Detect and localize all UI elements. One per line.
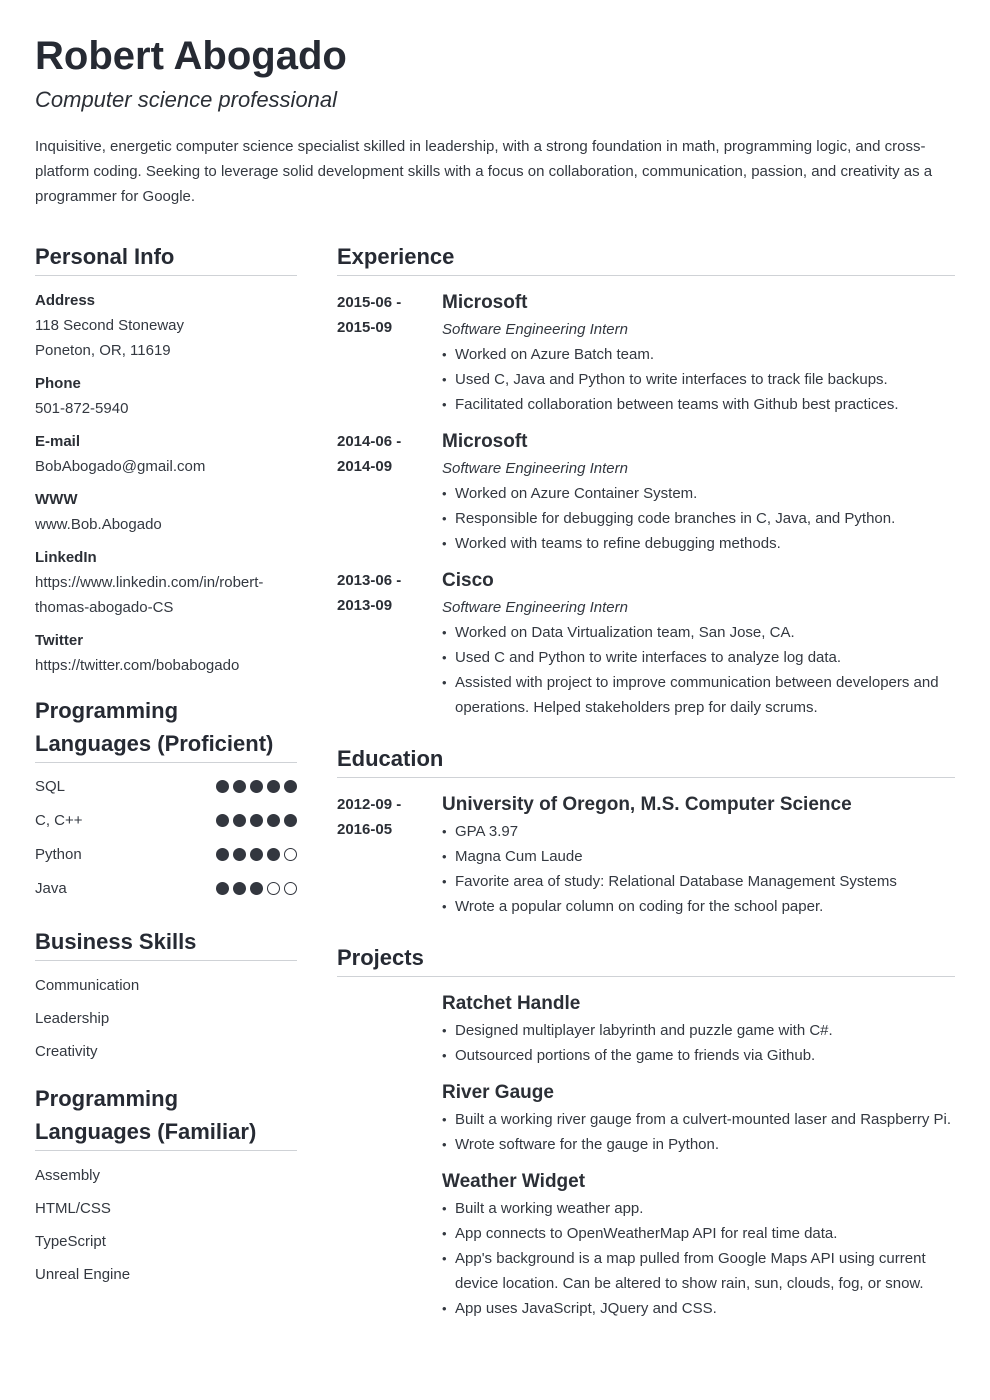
skill-rating [216, 848, 297, 861]
rating-dot-empty [284, 848, 297, 861]
address-line-2: Poneton, OR, 11619 [35, 342, 171, 359]
rating-dot-filled [216, 882, 229, 895]
rating-dot-filled [250, 882, 263, 895]
skill-name: Java [35, 879, 67, 897]
date-start: 2014-06 - [337, 433, 402, 450]
company-name: Microsoft [442, 292, 528, 313]
bullet-item: • App uses JavaScript, JQuery and CSS. [442, 1296, 955, 1321]
experience-title: Experience [337, 240, 955, 276]
familiar-languages-title [35, 1082, 297, 1151]
position-title: Software Engineering Intern [442, 460, 628, 477]
skill-name: SQL [35, 777, 66, 795]
list-item: Unreal Engine [35, 1266, 131, 1283]
linkedin-line-1[interactable]: https://www.linkedin.com/in/robert- [35, 574, 264, 591]
phone-label: Phone [35, 375, 81, 392]
familiar-languages-list [35, 1163, 297, 1287]
bullet-list [442, 1107, 955, 1157]
rating-dot-filled [250, 780, 263, 793]
entry-date [337, 566, 442, 720]
bullet-item: • Favorite area of study: Relational Database Management Systems [442, 869, 955, 894]
rating-dot-filled [267, 814, 280, 827]
project-entry [337, 1167, 955, 1321]
address-value [35, 313, 297, 363]
bullet-item: • Designed multiplayer labyrinth and puzzle game with C#. [442, 1018, 955, 1043]
skill-name: Python [35, 845, 82, 863]
linkedin-label: LinkedIn [35, 549, 97, 566]
rating-dot-filled [233, 848, 246, 861]
bullet-item: • Magna Cum Laude [442, 844, 955, 869]
list-item: HTML/CSS [35, 1200, 111, 1217]
bullet-item: • Worked on Data Virtualization team, San Jose, CA. [442, 620, 955, 645]
phone-value: 501-872-5940 [35, 400, 129, 417]
bullet-item: • Worked with teams to refine debugging methods. [442, 531, 955, 556]
business-skills-title: Business Skills [35, 925, 297, 961]
proficient-languages-title [35, 694, 297, 763]
bullet-item: • Worked on Azure Batch team. [442, 342, 955, 367]
twitter-label: Twitter [35, 632, 84, 649]
familiar-title-line-1: Programming [35, 1086, 179, 1111]
address-label: Address [35, 292, 96, 309]
email-label: E-mail [35, 433, 81, 450]
experience-section [337, 240, 955, 720]
proficient-languages-section [35, 694, 297, 905]
proficient-title-line-2: Languages (Proficient) [35, 731, 274, 756]
entry-date [337, 427, 442, 556]
experience-entry [337, 288, 955, 417]
business-skills-list [35, 973, 297, 1064]
date-start: 2012-09 - [337, 796, 402, 813]
date-start: 2015-06 - [337, 294, 402, 311]
company-name: Microsoft [442, 431, 528, 452]
rating-dot-filled [267, 780, 280, 793]
familiar-title-line-2: Languages (Familiar) [35, 1119, 257, 1144]
summary: Inquisitive, energetic computer science specialist skilled in leadership, with a strong foundation in math, programming logic, and cross-platform coding. Seeking to leverage solid development skills with a focus on collaboration, communication, passion, and creativity as a programmer for Google. [35, 138, 933, 205]
rating-dot-filled [250, 848, 263, 861]
rating-dot-filled [267, 848, 280, 861]
projects-title: Projects [337, 941, 955, 977]
project-name: Weather Widget [442, 1171, 586, 1192]
bullet-item: • App's background is a map pulled from Google Maps API using current device location. Can be altered to show rain, sun, clouds, fog, or snow. [442, 1246, 955, 1296]
projects-section [337, 941, 955, 1321]
skill-name: C, C++ [35, 811, 83, 829]
left-column [35, 240, 297, 1309]
bullet-list [442, 342, 955, 417]
personal-info-title: Personal Info [35, 240, 297, 276]
entry-body [442, 1078, 955, 1157]
proficient-title-line-1: Programming [35, 698, 179, 723]
company-name: Cisco [442, 570, 494, 591]
date-end: 2016-05 [337, 821, 393, 838]
www-value[interactable]: www.Bob.Abogado [35, 516, 162, 533]
project-name: River Gauge [442, 1082, 554, 1103]
bullet-list [442, 819, 955, 919]
resume-page [35, 30, 955, 1317]
entry-body [442, 288, 955, 417]
bullet-item: • Used C and Python to write interfaces to analyze log data. [442, 645, 955, 670]
experience-entry [337, 566, 955, 720]
rating-dot-empty [284, 882, 297, 895]
familiar-languages-section [35, 1082, 297, 1287]
email-value[interactable]: BobAbogado@gmail.com [35, 458, 206, 475]
entry-date-empty [337, 1078, 442, 1157]
bullet-item: • Built a working river gauge from a culvert-mounted laser and Raspberry Pi. [442, 1107, 955, 1132]
school-name: University of Oregon, M.S. Computer Science [442, 794, 852, 815]
right-column [337, 240, 955, 1343]
skill-rating [216, 780, 297, 793]
candidate-name: Robert Abogado [35, 34, 347, 78]
entry-body [442, 427, 955, 556]
bullet-item: • GPA 3.97 [442, 819, 955, 844]
list-item: Leadership [35, 1010, 110, 1027]
entry-date-empty [337, 1167, 442, 1321]
entry-body [442, 1167, 955, 1321]
project-name: Ratchet Handle [442, 993, 581, 1014]
bullet-item: • Assisted with project to improve communication between developers and operations. Helped stakeholders prep for daily scrums. [442, 670, 955, 720]
bullet-item: • Built a working weather app. [442, 1196, 955, 1221]
skill-rating [216, 882, 297, 895]
bullet-item: • Wrote software for the gauge in Python. [442, 1132, 955, 1157]
rating-dot-filled [216, 814, 229, 827]
rating-dot-filled [233, 780, 246, 793]
rating-dot-filled [216, 848, 229, 861]
linkedin-value[interactable] [35, 570, 297, 620]
position-title: Software Engineering Intern [442, 599, 628, 616]
bullet-item: • Facilitated collaboration between teams with Github best practices. [442, 392, 955, 417]
bullet-item: • Used C, Java and Python to write interfaces to track file backups. [442, 367, 955, 392]
list-item: TypeScript [35, 1233, 106, 1250]
rating-dot-filled [233, 882, 246, 895]
rating-dot-filled [216, 780, 229, 793]
rating-dot-empty [267, 882, 280, 895]
date-end: 2013-09 [337, 597, 393, 614]
experience-entry [337, 427, 955, 556]
skill-rating [216, 814, 297, 827]
address-line-1: 118 Second Stoneway [35, 317, 184, 334]
bullet-item: • App connects to OpenWeatherMap API for real time data. [442, 1221, 955, 1246]
rating-dot-filled [284, 814, 297, 827]
entry-date-empty [337, 989, 442, 1068]
twitter-value[interactable]: https://twitter.com/bobabogado [35, 657, 240, 674]
bullet-item: • Responsible for debugging code branches in C, Java, and Python. [442, 506, 955, 531]
skill-row [35, 803, 297, 837]
education-title: Education [337, 742, 955, 778]
bullet-list [442, 1196, 955, 1321]
rating-dot-filled [233, 814, 246, 827]
bullet-item: • Wrote a popular column on coding for the school paper. [442, 894, 955, 919]
list-item: Communication [35, 977, 140, 994]
business-skills-section [35, 925, 297, 1064]
entry-body [442, 790, 955, 919]
bullet-list [442, 1018, 955, 1068]
bullet-list [442, 620, 955, 720]
entry-date [337, 288, 442, 417]
proficient-languages-list [35, 769, 297, 905]
candidate-role: Computer science professional [35, 87, 338, 112]
date-start: 2013-06 - [337, 572, 402, 589]
www-label: WWW [35, 491, 78, 508]
education-section [337, 742, 955, 919]
rating-dot-filled [284, 780, 297, 793]
skill-row [35, 837, 297, 871]
skill-row [35, 769, 297, 803]
linkedin-line-2[interactable]: thomas-abogado-CS [35, 599, 174, 616]
entry-body [442, 989, 955, 1068]
bullet-list [442, 481, 955, 556]
rating-dot-filled [250, 814, 263, 827]
personal-info-section [35, 240, 297, 678]
list-item: Creativity [35, 1043, 98, 1060]
list-item: Assembly [35, 1167, 101, 1184]
date-end: 2015-09 [337, 319, 393, 336]
date-end: 2014-09 [337, 458, 393, 475]
project-entry [337, 1078, 955, 1157]
skill-row [35, 871, 297, 905]
bullet-item: • Outsourced portions of the game to friends via Github. [442, 1043, 955, 1068]
entry-body [442, 566, 955, 720]
position-title: Software Engineering Intern [442, 321, 628, 338]
entry-date [337, 790, 442, 919]
education-entry [337, 790, 955, 919]
project-entry [337, 989, 955, 1068]
bullet-item: • Worked on Azure Container System. [442, 481, 955, 506]
